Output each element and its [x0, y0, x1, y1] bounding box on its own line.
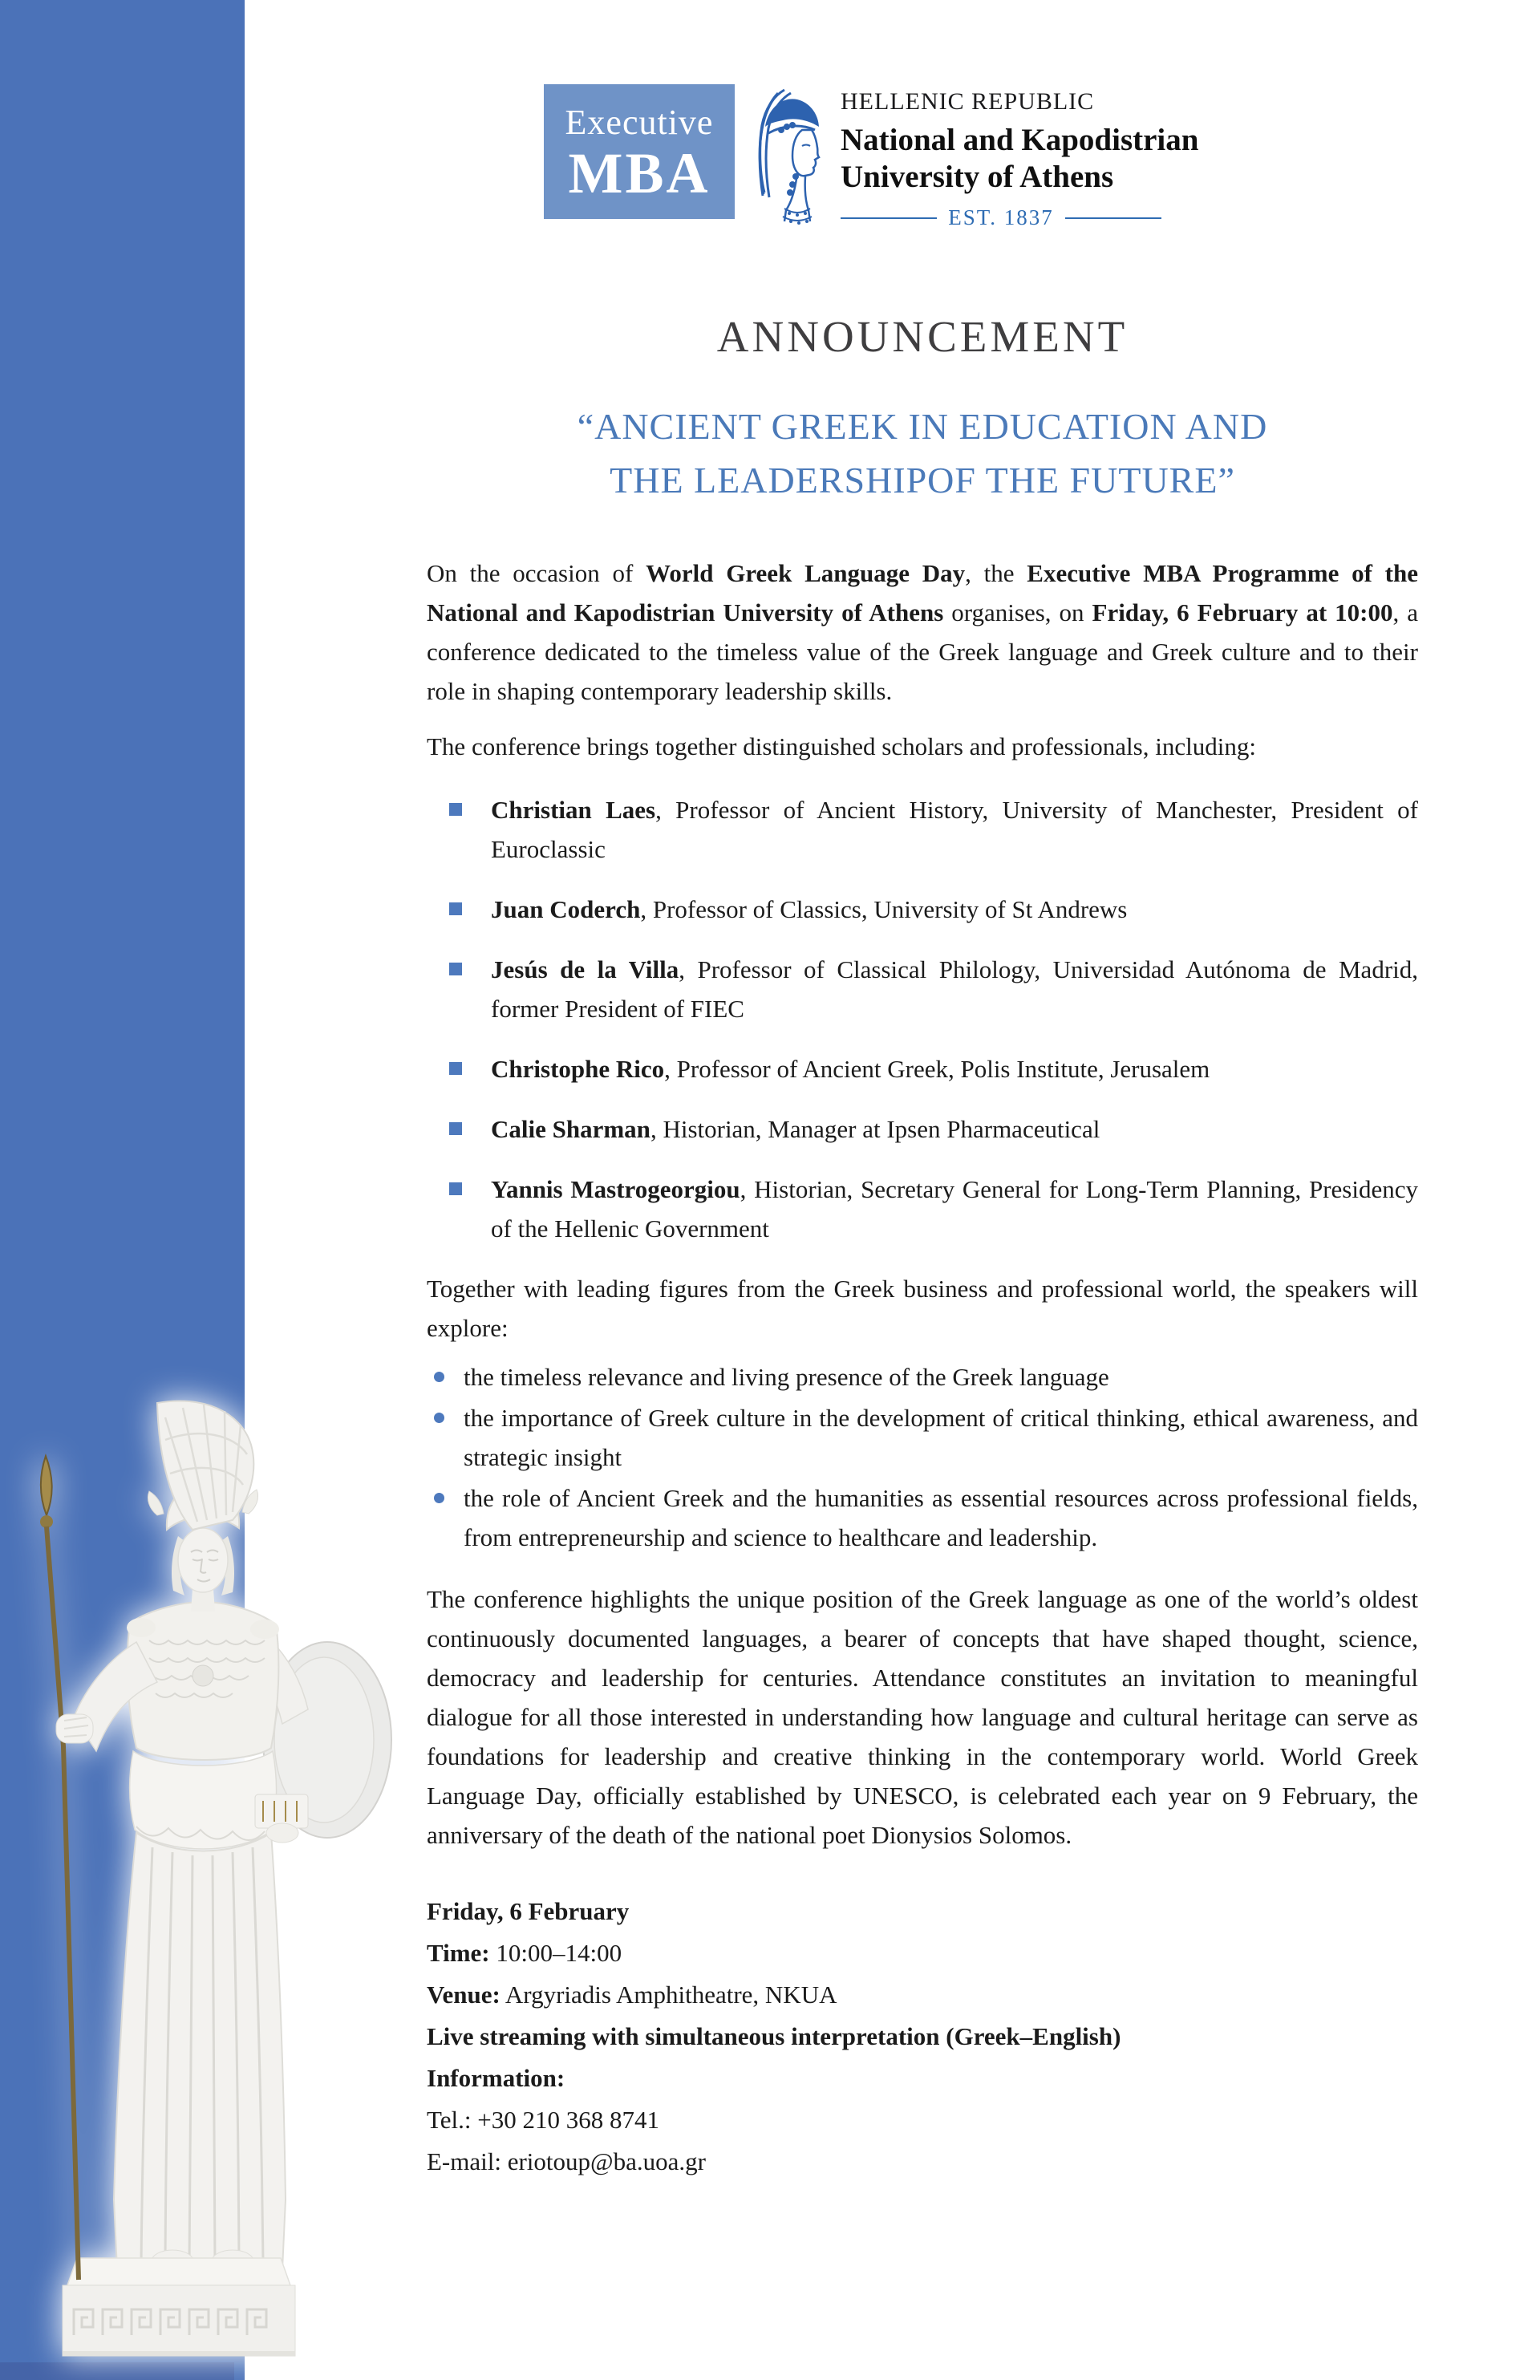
text-run: organises, on	[943, 598, 1092, 626]
list-item: the importance of Greek culture in the development of critical thinking, ethical awareness, and strategic insight	[427, 1398, 1418, 1477]
university-name-line1: National and Kapodistrian	[841, 123, 1199, 157]
speaker-name: Yannis Mastrogeorgiou	[491, 1175, 740, 1203]
email-line: E-mail: eriotoup@ba.uoa.gr	[427, 2147, 706, 2175]
conference-title-line2: THE LEADERSHIPOF THE FUTURE”	[610, 460, 1235, 501]
university-wordmark	[841, 88, 1198, 230]
speaker-role: , Professor of Classics, University of St Andrews	[640, 895, 1128, 923]
info-label: Information:	[427, 2064, 565, 2092]
event-venue	[427, 1974, 1418, 2016]
list-item	[427, 890, 1418, 929]
established-label: EST. 1837	[948, 205, 1054, 229]
speaker-name: Juan Coderch	[491, 895, 641, 923]
mba-logo-line1: Executive	[565, 103, 714, 142]
bold-run: Friday, 6 February at 10:00	[1092, 598, 1393, 626]
spear-shaft	[47, 1527, 79, 2280]
event-time	[427, 1932, 1418, 1974]
closing-paragraph: The conference highlights the unique position of the Greek language as one of the world’s oldest continuously documented languages, a bearer of concepts that have shaped thought, science, democracy and leadership for centuries. Attendance constitutes an invitation to meaningful dialogue for all those interested in understanding how language and cultural heritage can serve as foundations for leadership and creative thinking in the contemporary world. World Greek Language Day, officially established by UNESCO, is celebrated each year on 9 February, the anniversary of the death of the national poet Dionysios Solomos.	[427, 1585, 1418, 1849]
conference-title	[379, 399, 1466, 507]
executive-mba-logo	[544, 84, 735, 219]
phone-line: Tel.: +30 210 368 8741	[427, 2106, 659, 2134]
explore-lead-paragraph: Together with leading figures from the Greek business and professional world, the speakers will explore:	[427, 1275, 1418, 1342]
venue-label: Venue:	[427, 1981, 500, 2009]
list-item: the role of Ancient Greek and the humanities as essential resources across professional fields, from entrepreneurship and science to healthcare and leadership.	[427, 1478, 1418, 1557]
speaker-role: , Historian, Manager at Ipsen Pharmaceutical	[650, 1115, 1100, 1143]
body-content	[427, 553, 1418, 2183]
time-value: 10:00–14:00	[489, 1939, 622, 1967]
list-item	[427, 790, 1418, 869]
bold-run: Executive MBA Programme of the National and Kapodistrian University of Athens	[427, 559, 1419, 626]
list-item	[427, 1049, 1418, 1089]
speaker-name: Christian Laes	[491, 796, 656, 824]
bold-run: World Greek Language Day	[646, 559, 966, 587]
list-item	[427, 1170, 1418, 1248]
speaker-role: , Professor of Classical Philology, Universidad Autónoma de Madrid, former President of FIEC	[491, 955, 1418, 1023]
event-details	[427, 1891, 1418, 2183]
text-run: On the occasion of	[427, 559, 646, 587]
peplos-overfold	[130, 1751, 277, 1849]
speaker-name: Jesús de la Villa	[491, 955, 679, 983]
event-streaming: Live streaming with simultaneous interpretation (Greek–English)	[427, 2022, 1121, 2050]
text-run: , the	[965, 559, 1027, 587]
text-run: , a conference dedicated to the timeless value of the Greek language and Greek culture and to their role in shaping contemporary leadership skills.	[427, 598, 1418, 705]
rule-left	[841, 217, 937, 219]
left-hand	[266, 1823, 298, 1843]
established-row	[841, 205, 1161, 230]
speaker-role: , Professor of Ancient Greek, Polis Institute, Jerusalem	[664, 1055, 1210, 1083]
face	[178, 1528, 228, 1592]
time-label: Time:	[427, 1939, 490, 1967]
event-date: Friday, 6 February	[427, 1897, 630, 1925]
venue-value: Argyriadis Amphitheatre, NKUA	[500, 1981, 837, 2009]
list-item: the timeless relevance and living presence of the Greek language	[427, 1357, 1418, 1397]
page-title: ANNOUNCEMENT	[716, 312, 1129, 361]
athena-statue-image	[0, 1393, 393, 2380]
university-name-line2: University of Athens	[841, 160, 1114, 194]
hellenic-republic-label: HELLENIC REPUBLIC	[841, 88, 1095, 115]
explore-list	[427, 1357, 1418, 1557]
university-emblem-athena-head-icon	[744, 83, 825, 236]
conference-title-line1: “ANCIENT GREEK IN EDUCATION AND	[577, 406, 1268, 447]
spearhead	[41, 1456, 52, 1515]
intro-paragraph	[427, 553, 1418, 711]
list-item	[427, 1109, 1418, 1149]
gorgoneion	[192, 1665, 213, 1686]
speaker-name: Calie Sharman	[491, 1115, 650, 1143]
speaker-role: , Professor of Ancient History, University of Manchester, President of Euroclassic	[491, 796, 1418, 863]
mba-logo-line2: MBA	[568, 141, 711, 205]
speaker-name: Christophe Rico	[491, 1055, 665, 1083]
speaker-role: , Historian, Secretary General for Long-Term Planning, Presidency of the Hellenic Government	[491, 1175, 1418, 1243]
speakers-list	[427, 790, 1418, 1248]
plinth-top	[67, 2258, 290, 2285]
rule-right	[1065, 217, 1161, 219]
speakers-lead-paragraph: The conference brings together distinguished scholars and professionals, including:	[427, 732, 1256, 760]
list-item	[427, 950, 1418, 1028]
